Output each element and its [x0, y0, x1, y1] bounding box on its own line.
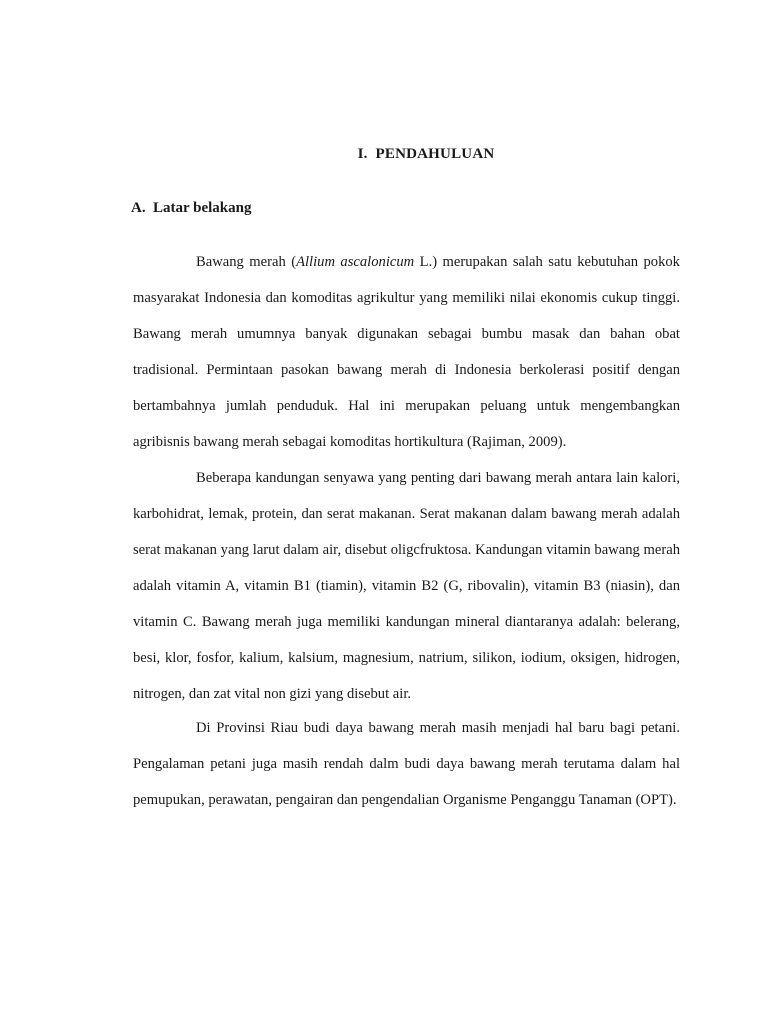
paragraph-2: Beberapa kandungan senyawa yang penting dari bawang merah antara lain kalori, karbohidrat, lemak, protein, dan serat makanan. Serat makanan dalam bawang merah adalah serat makanan yang larut dalam air, disebut oligcfruktosa. Kandungan vitamin bawang merah adalah vitamin A, vitamin B1 (tiamin), vitamin B2 (G, ribovalin), vitamin B3 (niasin), dan vitamin C. Bawang merah juga memiliki kandungan mineral diantaranya adalah: belerang, besi, klor, fosfor, kalium, kalsium, magnesium, natrium, silikon, iodium, oksigen, hidrogen, nitrogen, dan zat vital non gizi yang disebut air. [133, 470, 680, 702]
scientific-name: Allium ascalonicum [296, 254, 415, 270]
chapter-title-text: PENDAHULUAN [375, 146, 495, 162]
paragraph-1 [133, 244, 680, 460]
section-heading [131, 200, 252, 217]
paragraph-1-lead: Bawang merah ( [196, 254, 297, 270]
chapter-title [0, 146, 768, 163]
section-title: Latar belakang [153, 200, 252, 216]
section-number: A. [131, 200, 146, 216]
chapter-number: I. [357, 146, 368, 162]
paragraph-3: Di Provinsi Riau budi daya bawang merah masih menjadi hal baru bagi petani. Pengalaman petani juga masih rendah dalm budi daya bawang merah terutama dalam hal pemupukan, perawatan, pengairan dan pengendalian Organisme Penganggu Tanaman (OPT). [133, 720, 680, 808]
paragraph-1-rest: L.) merupakan salah satu kebutuhan pokok masyarakat Indonesia dan komoditas agrikultur yang memiliki nilai ekonomis cukup tinggi. Bawang merah umumnya banyak digunakan sebagai bumbu masak dan bahan obat tradisional. Permintaan pasokan bawang merah di Indonesia berkolerasi positif dengan bertambahnya jumlah penduduk. Hal ini merupakan peluang untuk mengembangkan agribisnis bawang merah sebagai komoditas hortikultura (Rajiman, 2009). [133, 254, 680, 450]
